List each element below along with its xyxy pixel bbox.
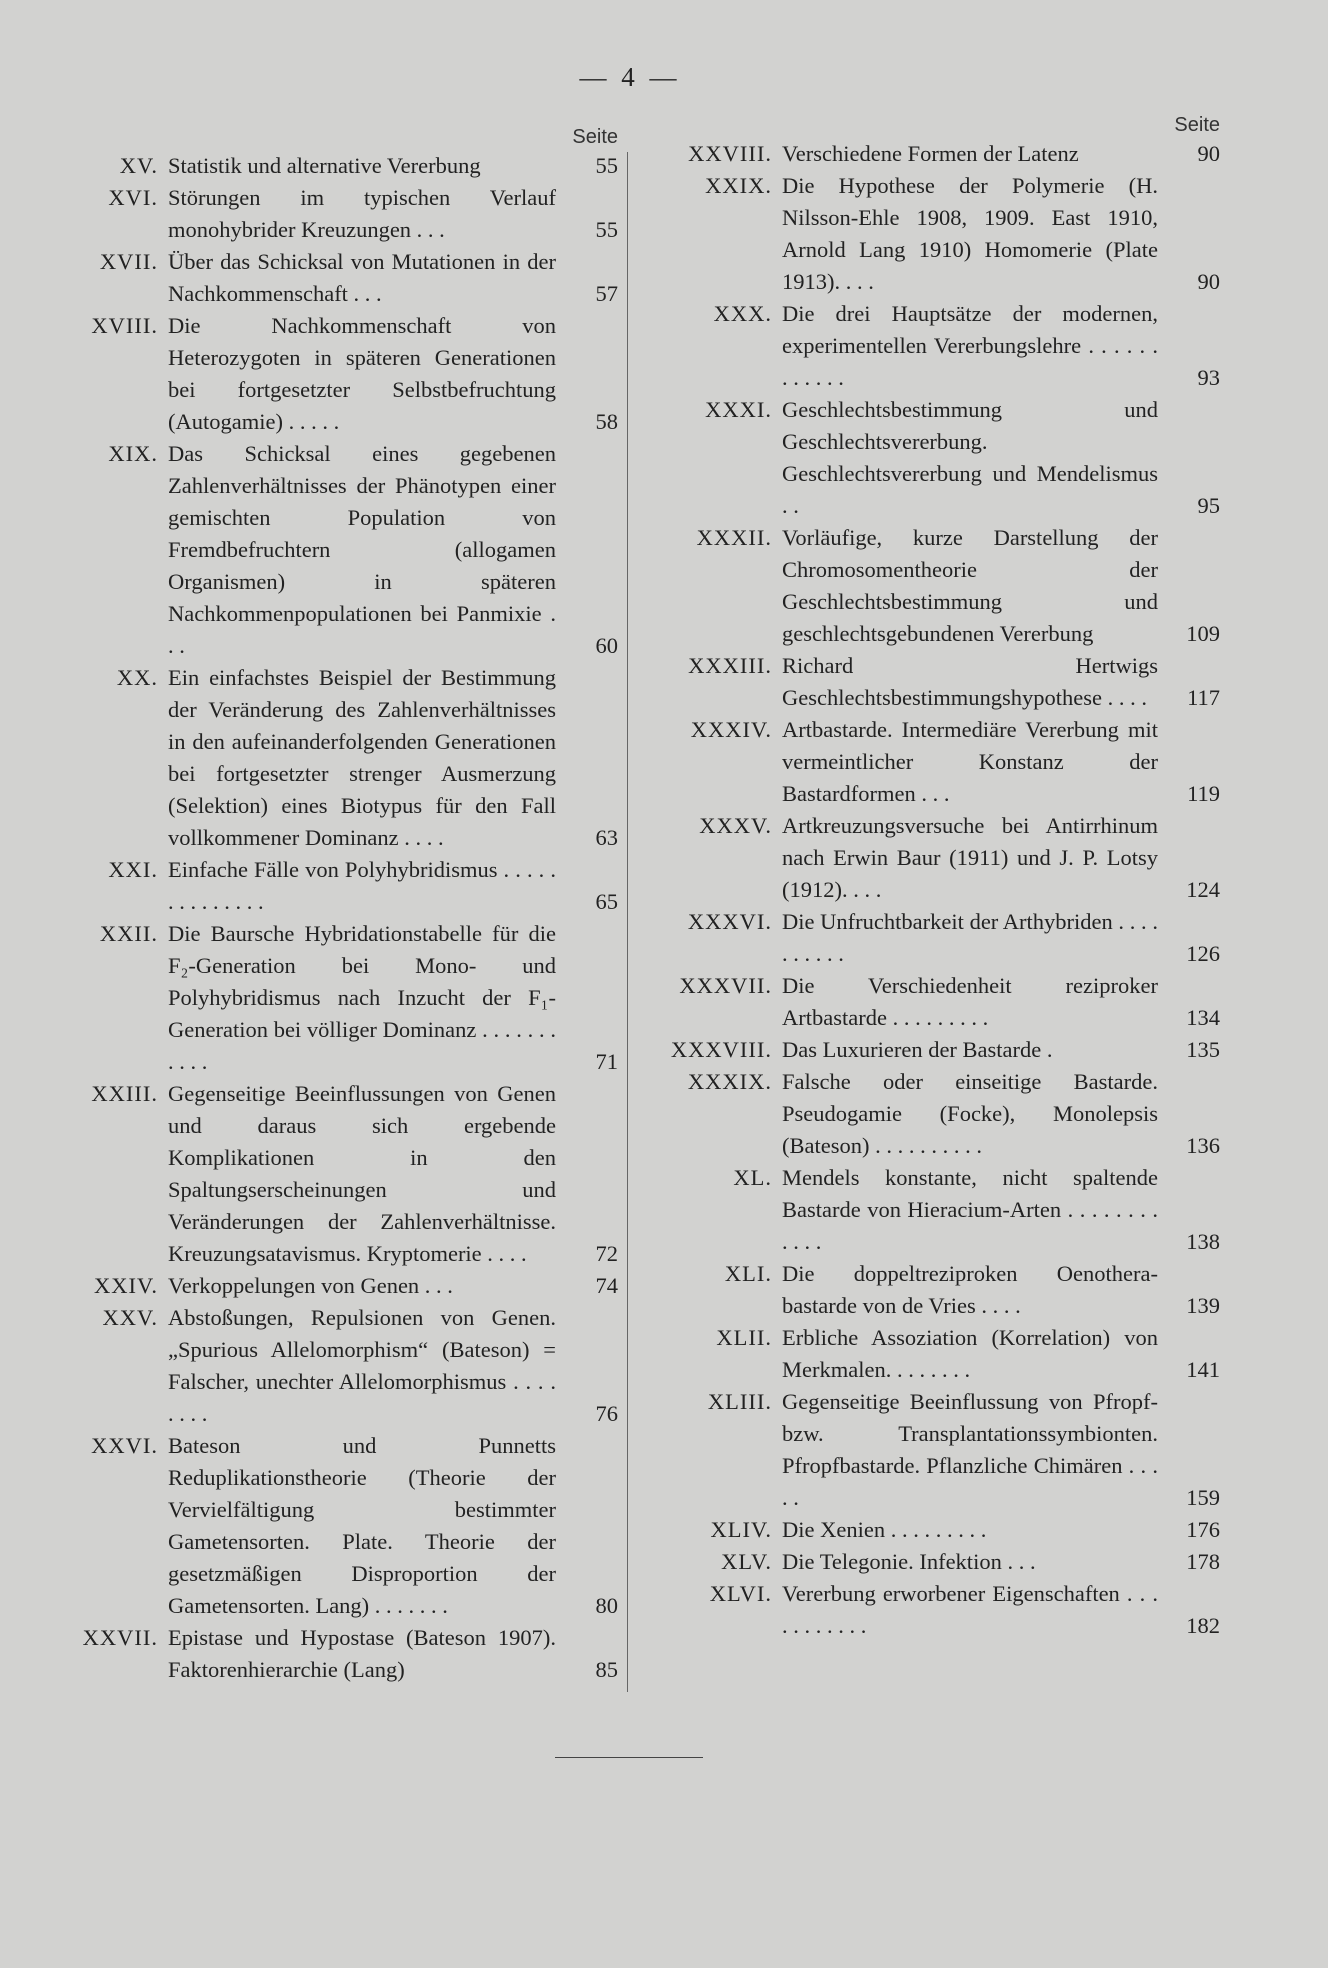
toc-entry [62, 1078, 618, 1270]
toc-entry [644, 394, 1220, 522]
toc-entry [644, 1322, 1220, 1386]
chapter-number: XVII. [99, 249, 158, 274]
page-ref: 159 [1186, 1485, 1220, 1510]
toc-entry [644, 1066, 1220, 1162]
toc-entry [62, 438, 618, 662]
chapter-number: XXIV. [94, 1273, 158, 1298]
chapter-number: XIX. [108, 441, 158, 466]
page-ref: 85 [595, 1657, 618, 1682]
chapter-title: Gegenseitige Beeinflussungen von Genen und daraus sich ergebende Komplikationen in den Spaltungserscheinungen und Veränderungen der Zahlenverhältnisse. Kreuzungsatavismus. Kryptomerie . . . . [168, 1081, 556, 1266]
chapter-title: Bateson und Punnetts Reduplikationstheorie (Theorie der Vervielfältigung bestimmter Gametensorten. Plate. Theorie der gesetzmäßigen Disproportion der Gametensorten. Lang) . . . . . . . [168, 1433, 556, 1618]
toc-entry [644, 714, 1220, 810]
toc-entry [62, 662, 618, 854]
page-ref: 72 [595, 1241, 618, 1266]
chapter-number: XLI. [724, 1261, 772, 1286]
chapter-number: XX. [116, 665, 158, 690]
page-ref: 136 [1186, 1133, 1220, 1158]
toc-entry [644, 1162, 1220, 1258]
toc-entry [644, 906, 1220, 970]
page-ref: 90 [1197, 269, 1220, 294]
toc-entry [644, 1578, 1220, 1642]
page-ref: 90 [1197, 141, 1220, 166]
toc-entry [644, 170, 1220, 298]
toc-entry [62, 854, 618, 918]
toc-entry [644, 138, 1220, 170]
toc-entry [644, 1386, 1220, 1514]
toc-entry [644, 1258, 1220, 1322]
chapter-title: Einfache Fälle von Polyhybridismus . . . . . . . . . . . . . . [168, 857, 556, 914]
chapter-number: XXXIX. [687, 1069, 772, 1094]
chapter-title: Verkoppelungen von Genen . . . [168, 1273, 453, 1298]
page-ref: 58 [595, 409, 618, 434]
chapter-number: XXXII. [696, 525, 772, 550]
page-ref: 63 [595, 825, 618, 850]
toc-entry [62, 1430, 618, 1622]
page-ref: 65 [595, 889, 618, 914]
page-ref: 141 [1186, 1357, 1220, 1382]
page-ref: 60 [595, 633, 618, 658]
chapter-number: XXVII. [82, 1625, 158, 1650]
chapter-title: Abstoßungen, Repulsionen von Genen. „Spurious Allelomorphism“ (Bateson) = Falscher, unechter Allelomorphismus . . . . . . . . [168, 1305, 556, 1426]
toc-column-right [644, 112, 1220, 1642]
toc-entry [644, 970, 1220, 1034]
chapter-number: XL. [733, 1165, 772, 1190]
chapter-title: Die doppeltreziproken Oenothera-bastarde von de Vries . . . . [782, 1261, 1158, 1318]
chapter-number: XXII. [99, 921, 158, 946]
page-ref: 93 [1197, 365, 1220, 390]
toc-entry [644, 298, 1220, 394]
chapter-number: XVI. [108, 185, 158, 210]
chapter-title: Geschlechtsbestimmung und Geschlechtsvererbung. Geschlechtsvererbung und Mendelismus . . [782, 397, 1158, 518]
chapter-number: XXI. [108, 857, 158, 882]
toc-entry [62, 1622, 618, 1686]
chapter-title: Richard Hertwigs Geschlechtsbestimmungshypothese . . . . [782, 653, 1158, 710]
toc-column-left [62, 124, 618, 1686]
chapter-title: Die Xenien . . . . . . . . . [782, 1517, 987, 1542]
chapter-title: Die Verschiedenheit reziproker Artbastarde . . . . . . . . . [782, 973, 1158, 1030]
chapter-number: XLIV. [710, 1517, 772, 1542]
chapter-number: XXV. [102, 1305, 158, 1330]
page-ref: 124 [1186, 877, 1220, 902]
chapter-number: XXXIII. [688, 653, 772, 678]
page-ref: 182 [1186, 1613, 1220, 1638]
chapter-title: Die Baursche Hybridationstabelle für die F₂-Generation bei Mono- und Polyhybridismus nach Inzucht der F₁-Generation bei völliger Dominanz . . . . . . . . . . . [168, 921, 556, 1074]
column-divider [627, 152, 628, 1692]
page-ref: 55 [595, 217, 618, 242]
toc-entry [62, 1302, 618, 1430]
page-ref: 71 [595, 1049, 618, 1074]
toc-entry [644, 522, 1220, 650]
toc-entry [62, 246, 618, 310]
chapter-number: XXXIV. [690, 717, 772, 742]
chapter-title: Störungen im typischen Verlauf monohybrider Kreuzungen . . . [168, 185, 556, 242]
chapter-title: Vererbung erworbener Eigenschaften . . . . . . . . . . . [782, 1581, 1158, 1638]
chapter-number: XLV. [721, 1549, 772, 1574]
page-ref: 176 [1186, 1517, 1220, 1542]
chapter-title: Die Nachkommenschaft von Heterozygoten in späteren Generationen bei fortgesetzter Selbstbefruchtung (Autogamie) . . . . . [168, 313, 556, 434]
chapter-title: Die Telegonie. Infektion . . . [782, 1549, 1036, 1574]
page-ref: 134 [1186, 1005, 1220, 1030]
chapter-number: XXXV. [699, 813, 772, 838]
page-ref: 138 [1186, 1229, 1220, 1254]
chapter-number: XLIII. [707, 1389, 772, 1414]
chapter-number: XLVI. [709, 1581, 772, 1606]
chapter-title: Das Schicksal eines gegebenen Zahlenverhältnisses der Phänotypen einer gemischten Population von Fremdbefruchtern (allogamen Organismen) in späteren Nachkommenpopulationen bei Panmixie . . . [168, 441, 556, 658]
page-ref: 178 [1186, 1549, 1220, 1574]
toc-entry [644, 810, 1220, 906]
chapter-title: Die Unfruchtbarkeit der Arthybriden . . . . . . . . . . [782, 909, 1158, 966]
chapter-number: XXXVIII. [670, 1037, 772, 1062]
toc-entry [62, 1270, 618, 1302]
chapter-number: XVIII. [91, 313, 158, 338]
chapter-number: XV. [119, 153, 158, 178]
page-ref: 55 [595, 153, 618, 178]
chapter-number: XLII. [716, 1325, 772, 1350]
chapter-number: XXIX. [705, 173, 772, 198]
chapter-title: Die Hypothese der Polymerie (H. Nilsson-Ehle 1908, 1909. East 1910, Arnold Lang 1910) Homomerie (Plate 1913). . . . [782, 173, 1158, 294]
chapter-title: Gegenseitige Beeinflussung von Pfropf- bzw. Transplantationssymbionten. Pfropfbastarde. Pflanzliche Chimären . . . . . [782, 1389, 1158, 1510]
page-ref: 95 [1197, 493, 1220, 518]
toc-entry [62, 182, 618, 246]
page-ref: 109 [1186, 621, 1220, 646]
chapter-title: Ein einfachstes Beispiel der Bestimmung der Veränderung des Zahlenverhältnisses in den aufeinanderfolgenden Generationen bei fortgesetzter strenger Ausmerzung (Selektion) eines Biotypus für den Fall vollkommener Dominanz . . . . [168, 665, 556, 850]
chapter-number: XXXVI. [687, 909, 772, 934]
chapter-title: Mendels konstante, nicht spaltende Bastarde von Hieracium-Arten . . . . . . . . . . . . [782, 1165, 1158, 1254]
page-number: — 4 — [579, 62, 681, 92]
chapter-title: Erbliche Assoziation (Korrelation) von Merkmalen. . . . . . . . [782, 1325, 1158, 1382]
chapter-number: XXXVII. [679, 973, 772, 998]
seite-label: Seite [1174, 114, 1220, 136]
chapter-number: XXVIII. [688, 141, 772, 166]
toc-entry [644, 1514, 1220, 1546]
page-ref: 57 [595, 281, 618, 306]
page-ref: 135 [1186, 1037, 1220, 1062]
page-ref: 74 [595, 1273, 618, 1298]
chapter-number: XXX. [713, 301, 772, 326]
toc-entry [62, 918, 618, 1078]
chapter-title: Artbastarde. Intermediäre Vererbung mit vermeintlicher Konstanz der Bastardformen . . . [782, 717, 1158, 806]
page-ref: 126 [1186, 941, 1220, 966]
chapter-title: Epistase und Hypostase (Bateson 1907). Faktorenhierarchie (Lang) [168, 1625, 556, 1682]
toc-list [644, 138, 1220, 1642]
chapter-title: Über das Schicksal von Mutationen in der Nachkommenschaft . . . [168, 249, 556, 306]
seite-label: Seite [572, 126, 618, 148]
toc-list [62, 150, 618, 1686]
chapter-title: Vorläufige, kurze Darstellung der Chromosomentheorie der Geschlechtsbestimmung und geschlechtsgebundenen Vererbung [782, 525, 1158, 646]
toc-entry [644, 1546, 1220, 1578]
toc-entry [644, 1034, 1220, 1066]
page-ref: 117 [1187, 685, 1220, 710]
chapter-title: Statistik und alternative Vererbung [168, 153, 481, 178]
chapter-title: Verschiedene Formen der Latenz [782, 141, 1079, 166]
chapter-number: XXIII. [91, 1081, 158, 1106]
chapter-title: Artkreuzungsversuche bei Antirrhinum nach Erwin Baur (1911) und J. P. Lotsy (1912). . . . [782, 813, 1158, 902]
page-ref: 80 [595, 1593, 618, 1618]
chapter-title: Falsche oder einseitige Bastarde. Pseudogamie (Focke), Monolepsis (Bateson) . . . . . . . . . . [782, 1069, 1158, 1158]
footer-rule [555, 1757, 703, 1758]
toc-entry [62, 150, 618, 182]
toc-entry [644, 650, 1220, 714]
page-ref: 139 [1186, 1293, 1220, 1318]
toc-entry [62, 310, 618, 438]
page-ref: 119 [1187, 781, 1220, 806]
page-ref: 76 [595, 1401, 618, 1426]
chapter-title: Die drei Hauptsätze der modernen, experimentellen Vererbungslehre . . . . . . . . . . . . [782, 301, 1158, 390]
chapter-number: XXXI. [705, 397, 772, 422]
chapter-title: Das Luxurieren der Bastarde . [782, 1037, 1053, 1062]
chapter-number: XXVI. [91, 1433, 158, 1458]
